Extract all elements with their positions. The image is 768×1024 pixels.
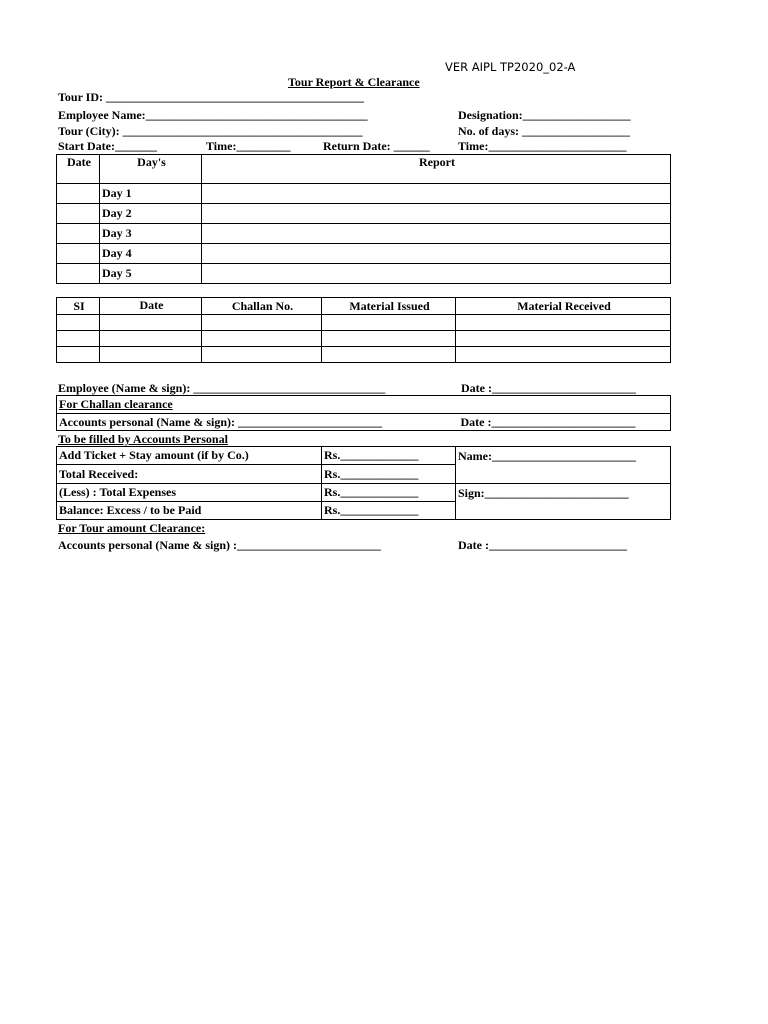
- date-cell[interactable]: [57, 184, 100, 204]
- table-row: [57, 315, 671, 331]
- date-cell[interactable]: [57, 264, 100, 284]
- si-header: SI: [57, 298, 100, 315]
- date-cell[interactable]: [57, 224, 100, 244]
- report-table: [56, 154, 671, 284]
- challan-header-row: [57, 298, 671, 315]
- designation-field[interactable]: Designation:__________________: [458, 108, 631, 122]
- date-cell[interactable]: [57, 204, 100, 224]
- material-received-cell[interactable]: [456, 331, 671, 347]
- table-row: [57, 204, 671, 224]
- challan-date-field[interactable]: Date :________________________: [456, 414, 671, 431]
- material-issued-cell[interactable]: [322, 315, 456, 331]
- day-label: Day 4: [100, 244, 202, 264]
- day-label: Day 3: [100, 224, 202, 244]
- report-cell[interactable]: [202, 244, 671, 264]
- table-row: [57, 447, 671, 465]
- employee-name-field[interactable]: Employee Name:_____________________________________: [58, 108, 368, 122]
- row-label: Balance: Excess / to be Paid: [57, 502, 322, 520]
- table-row: [57, 184, 671, 204]
- challan-no-header: Challan No.: [202, 298, 322, 315]
- material-issued-cell[interactable]: [322, 331, 456, 347]
- amount-field[interactable]: Rs._____________: [322, 465, 456, 484]
- report-header: Report: [202, 155, 671, 184]
- table-row: [57, 264, 671, 284]
- table-row: [57, 244, 671, 264]
- si-cell[interactable]: [57, 347, 100, 363]
- name-field[interactable]: Name:________________________: [456, 447, 671, 484]
- report-cell[interactable]: [202, 204, 671, 224]
- sign-field[interactable]: Sign:________________________: [456, 484, 671, 520]
- material-received-cell[interactable]: [456, 347, 671, 363]
- challan-accounts-sign-field[interactable]: Accounts personal (Name & sign): ________________________: [57, 414, 456, 431]
- row-label: (Less) : Total Expenses: [57, 484, 322, 502]
- report-header-row: [57, 155, 671, 184]
- table-row: [57, 224, 671, 244]
- tour-city-field[interactable]: Tour (City): ________________________________________: [58, 124, 363, 138]
- date-cell[interactable]: [100, 347, 202, 363]
- challan-no-cell[interactable]: [202, 315, 322, 331]
- table-row: [57, 347, 671, 363]
- tour-date-field[interactable]: Date :_______________________: [458, 538, 627, 552]
- form-title: Tour Report & Clearance: [288, 75, 420, 89]
- amount-field[interactable]: Rs._____________: [322, 484, 456, 502]
- report-cell[interactable]: [202, 224, 671, 244]
- tour-accounts-sign-field[interactable]: Accounts personal (Name & sign) :________________________: [58, 538, 381, 552]
- day-label: Day 5: [100, 264, 202, 284]
- amount-field[interactable]: Rs._____________: [322, 447, 456, 465]
- date-cell[interactable]: [57, 244, 100, 264]
- table-row: [57, 331, 671, 347]
- row-label: Total Received:: [57, 465, 322, 484]
- material-received-cell[interactable]: [456, 315, 671, 331]
- si-cell[interactable]: [57, 315, 100, 331]
- accounts-table: [56, 446, 671, 520]
- challan-no-cell[interactable]: [202, 331, 322, 347]
- days-header: Day's: [100, 155, 202, 184]
- challan-no-cell[interactable]: [202, 347, 322, 363]
- report-cell[interactable]: [202, 184, 671, 204]
- report-cell[interactable]: [202, 264, 671, 284]
- date-cell[interactable]: [100, 331, 202, 347]
- challan-clearance-title: For Challan clearance: [57, 396, 671, 414]
- date-cell[interactable]: [100, 315, 202, 331]
- date-header: Date: [57, 155, 100, 184]
- material-received-header: Material Received: [456, 298, 671, 315]
- version-code: VER AIPL TP2020_02-A: [445, 60, 576, 74]
- amount-field[interactable]: Rs._____________: [322, 502, 456, 520]
- material-issued-cell[interactable]: [322, 347, 456, 363]
- accounts-section-title: To be filled by Accounts Personal: [58, 432, 228, 446]
- tour-clearance-title: For Tour amount Clearance:: [58, 521, 206, 535]
- tour-id-field[interactable]: Tour ID: ___________________________________________: [58, 90, 365, 104]
- challan-clearance-box: [56, 395, 671, 431]
- start-date-field[interactable]: Start Date:_______: [58, 139, 157, 153]
- challan-date-header: Date: [100, 298, 202, 315]
- no-of-days-field[interactable]: No. of days: __________________: [458, 124, 631, 138]
- return-date-field[interactable]: Return Date: ______: [323, 139, 430, 153]
- employee-sign-field[interactable]: Employee (Name & sign): ________________________________: [58, 381, 386, 395]
- si-cell[interactable]: [57, 331, 100, 347]
- return-time-field[interactable]: Time:_______________________: [458, 139, 627, 153]
- challan-table: [56, 297, 671, 363]
- material-issued-header: Material Issued: [322, 298, 456, 315]
- table-row: [57, 484, 671, 502]
- row-label: Add Ticket + Stay amount (if by Co.): [57, 447, 322, 465]
- start-time-field[interactable]: Time:_________: [206, 139, 291, 153]
- day-label: Day 2: [100, 204, 202, 224]
- day-label: Day 1: [100, 184, 202, 204]
- employee-date-field[interactable]: Date :________________________: [461, 381, 636, 395]
